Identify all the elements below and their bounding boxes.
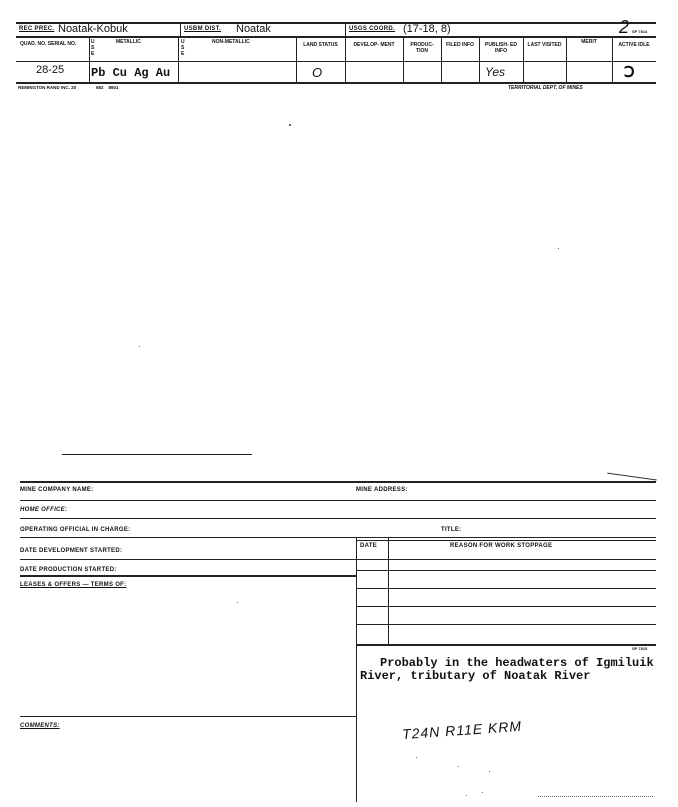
speck bbox=[489, 771, 490, 772]
row-quad-serial: 28-25 bbox=[36, 64, 65, 76]
grid-rule-1 bbox=[356, 588, 656, 589]
col-metallic-header: METALLIC bbox=[116, 39, 141, 45]
mine-address-label: MINE ADDRESS: bbox=[356, 487, 408, 493]
usgs-coord-label: USGS COORD. bbox=[349, 26, 395, 32]
home-office-label: HOME OFFICE: bbox=[20, 507, 68, 513]
speck bbox=[416, 757, 417, 758]
dept-imprint: TERRITORIAL DEPT. OF MINES bbox=[508, 85, 583, 91]
operating-official-label: OPERATING OFFICIAL IN CHARGE: bbox=[20, 527, 131, 533]
data-row-bottom-rule bbox=[16, 82, 656, 84]
header-divider-1 bbox=[180, 22, 181, 36]
usbm-dist-value: Noatak bbox=[236, 23, 271, 35]
comments-rule bbox=[20, 716, 356, 717]
usbm-dist-label: USBM DIST. bbox=[184, 26, 222, 32]
header-divider-2 bbox=[345, 22, 346, 36]
printer-nums: 682 8601 bbox=[96, 85, 119, 90]
bottom-smudge bbox=[538, 796, 653, 799]
reason-col-header: REASON FOR WORK STOPPAGE bbox=[450, 543, 553, 549]
col-divider-last bbox=[566, 36, 567, 82]
lower-center-divider bbox=[356, 537, 357, 802]
col-filed-info-header: FILED INFO bbox=[446, 42, 474, 48]
col-quad-serial-header: QUAD. NO. SERIAL NO. bbox=[20, 41, 77, 47]
col-published-info-header: PUBLISH- ED INFO bbox=[485, 42, 517, 54]
col-merit-header: MERIT bbox=[581, 39, 597, 45]
speck bbox=[482, 792, 483, 793]
remark-line-2: River, tributary of Noatak River bbox=[360, 669, 591, 683]
date-dev-started-label: DATE DEVELOPMENT STARTED: bbox=[20, 548, 123, 554]
col-production-header: PRODUC- TION bbox=[410, 42, 434, 54]
col-divider-land bbox=[345, 36, 346, 82]
column-header-rule bbox=[16, 61, 656, 62]
col-use-letters-2: U S E bbox=[181, 39, 185, 57]
rule-5b bbox=[356, 570, 656, 571]
col-divider-dev bbox=[403, 36, 404, 82]
leases-offers-label: LEASES & OFFERS — TERMS OF: bbox=[20, 582, 127, 588]
row-metallic: Pb Cu Ag Au bbox=[91, 66, 171, 80]
col-divider-pub bbox=[523, 36, 524, 82]
col-land-status-header: LAND STATUS bbox=[303, 42, 338, 48]
rule-2 bbox=[20, 518, 656, 519]
col-use-letters: U S E bbox=[91, 39, 95, 57]
col-development-header: DEVELOP- MENT bbox=[353, 42, 395, 48]
torn-corner-line bbox=[605, 473, 657, 495]
col-nonmetallic-header: NON-METALLIC bbox=[212, 39, 250, 45]
row-active-idle: Ↄ bbox=[624, 64, 635, 81]
col-divider-prod bbox=[441, 36, 442, 82]
rule-4 bbox=[20, 559, 656, 560]
col-divider-use bbox=[89, 36, 90, 82]
rule-3b bbox=[356, 540, 656, 541]
rec-prec-value: Noatak-Kobuk bbox=[58, 23, 128, 35]
speck bbox=[466, 795, 467, 796]
rec-prec-label: REC PREC. bbox=[19, 26, 55, 32]
speck bbox=[558, 248, 559, 249]
mine-company-name-label: MINE COMPANY NAME: bbox=[20, 487, 94, 493]
header-bottom-rule bbox=[16, 36, 656, 38]
handwritten-township: T24N R11E KRM bbox=[401, 717, 523, 743]
speck bbox=[237, 602, 238, 603]
speck bbox=[289, 124, 291, 126]
remark-line-1: Probably in the headwaters of Igmiluik bbox=[380, 656, 654, 670]
lower-top-rule bbox=[20, 481, 656, 483]
col-divider-filed bbox=[479, 36, 480, 82]
usgs-coord-value: (17-18, 8) bbox=[403, 23, 451, 35]
form-code-2: SP 7815 bbox=[632, 646, 648, 651]
col-divider-nonmetallic bbox=[296, 36, 297, 82]
printer-imprint: REMINGTON RAND INC. 20 bbox=[18, 85, 77, 90]
row-published-info: Yes bbox=[485, 65, 506, 79]
torn-top-rule bbox=[62, 454, 252, 455]
col-divider-merit bbox=[612, 36, 613, 82]
row-land-status: O bbox=[312, 65, 323, 80]
col-active-idle-header: ACTIVE IDLE bbox=[618, 42, 650, 48]
col-divider-metallic bbox=[178, 36, 179, 82]
rule-5 bbox=[20, 575, 356, 577]
date-prod-started-label: DATE PRODUCTION STARTED: bbox=[20, 567, 117, 573]
date-col-header: DATE bbox=[360, 543, 378, 549]
comments-label: COMMENTS: bbox=[20, 723, 60, 729]
col-last-visited-header: LAST VISITED bbox=[527, 42, 562, 48]
speck bbox=[458, 766, 459, 767]
grid-rule-2 bbox=[356, 606, 656, 607]
date-col-divider bbox=[388, 537, 389, 644]
grid-rule-4 bbox=[356, 644, 656, 646]
rule-3 bbox=[20, 537, 656, 538]
rule-1 bbox=[20, 500, 656, 501]
corner-handwritten-mark: 2 bbox=[619, 17, 630, 37]
title-label: TITLE: bbox=[441, 527, 462, 533]
grid-rule-3 bbox=[356, 624, 656, 625]
speck bbox=[139, 346, 140, 347]
form-code: SP 7814 bbox=[632, 29, 648, 34]
